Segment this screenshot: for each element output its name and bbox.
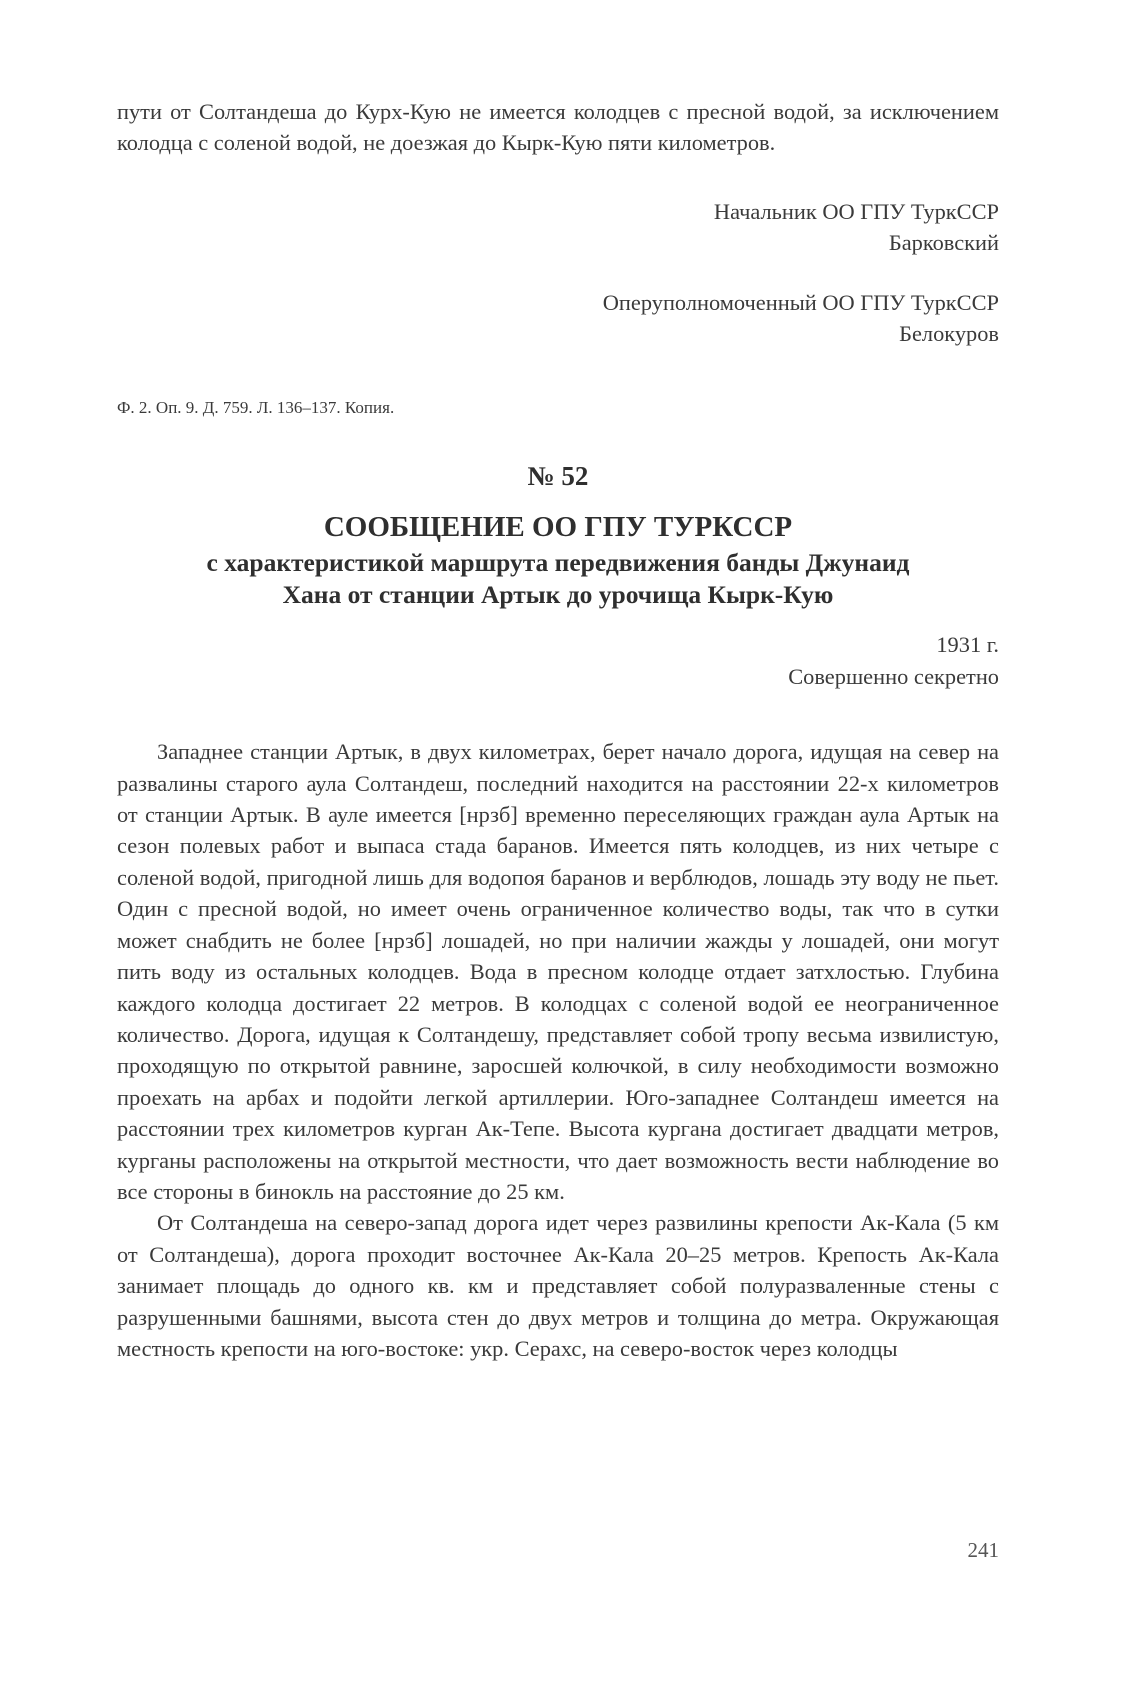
subtitle-line: с характеристикой маршрута передвижения банды Джунаид: [206, 548, 910, 578]
document-page: [117, 96, 999, 1364]
signature-block-officer: [117, 287, 999, 350]
signature-name: Белокуров: [899, 321, 999, 347]
archive-reference: Ф. 2. Оп. 9. Д. 759. Л. 136–137. Копия.: [117, 398, 395, 418]
document-number: № 52: [527, 461, 589, 492]
body-paragraph: От Солтандеша на северо-запад дорога идет через развилины крепости Ак-Кала (5 км от Солтандеша), дорога проходит восточнее Ак-Кала 20–25 метров. Крепость Ак-Кала занимает площадь до одного кв. км и представляет собой полуразваленные стены с разрушенными башнями, высота стен до двух метров и толщина до метра. Окружающая местность крепости на юго-востоке: укр. Серахс, на северо-восток через колодцы: [117, 1210, 999, 1361]
body-paragraph: Западнее станции Артык, в двух километрах, берет начало дорога, идущая на север на развалины старого аула Солтандеш, последний находится на расстоянии 22-х километров от станции Артык. В ауле имеется [нрзб] временно переселяющих граждан аула Артык на сезон полевых работ и выпаса стада баранов. Имеется пять колодцев, из них четыре с соленой водой, пригодной лишь для водопоя баранов и верблюдов, лошадь эту воду не пьет. Один с пресной водой, но имеет очень ограниченное количество воды, так что в сутки может снабдить не более [нрзб] лошадей, но при наличии жажды у лошадей, они могут пить воду из остальных колодцев. Вода в пресном колодце отдает затхлостью. Глубина каждого колодца достигает 22 метров. В колодцах с соленой водой ее неограниченное количество. Дорога, идущая к Солтандешу, представляет собой тропу весьма извилистую, проходящую по открытой равнине, заросшей колючкой, в силу необходимости возможно проехать на арбах и подойти легкой артиллерии. Юго-западнее Солтандеш имеется на расстоянии трех километров курган Ак-Тепе. Высота кургана достигает двадцати метров, курганы расположены на открытой местности, что дает возможность вести наблюдение во все стороны в бинокль на расстояние до 25 км.: [117, 739, 999, 1204]
document-title: СООБЩЕНИЕ ОО ГПУ ТУРКССР: [323, 511, 793, 544]
continuation-paragraph: пути от Солтандеша до Курх-Кую не имеется колодцев с пресной водой, за исключением колодца с соленой водой, не доезжая до Кырк-Кую пяти километров.: [117, 99, 999, 156]
date-classification: [117, 629, 999, 692]
signature-title: Начальник ОО ГПУ ТуркССР: [713, 198, 999, 224]
document-year: 1931 г.: [936, 632, 999, 658]
classification-label: Совершенно секретно: [788, 663, 999, 689]
signature-block-chief: [117, 196, 999, 259]
document-subtitle: [117, 547, 999, 611]
signature-title: Оперуполномоченный ОО ГПУ ТуркССР: [602, 289, 999, 315]
subtitle-line: Хана от станции Артык до урочища Кырк-Кую: [282, 580, 834, 610]
body-text: [117, 736, 999, 1364]
signature-name: Барковский: [888, 230, 999, 256]
page-number: 241: [967, 1538, 999, 1562]
